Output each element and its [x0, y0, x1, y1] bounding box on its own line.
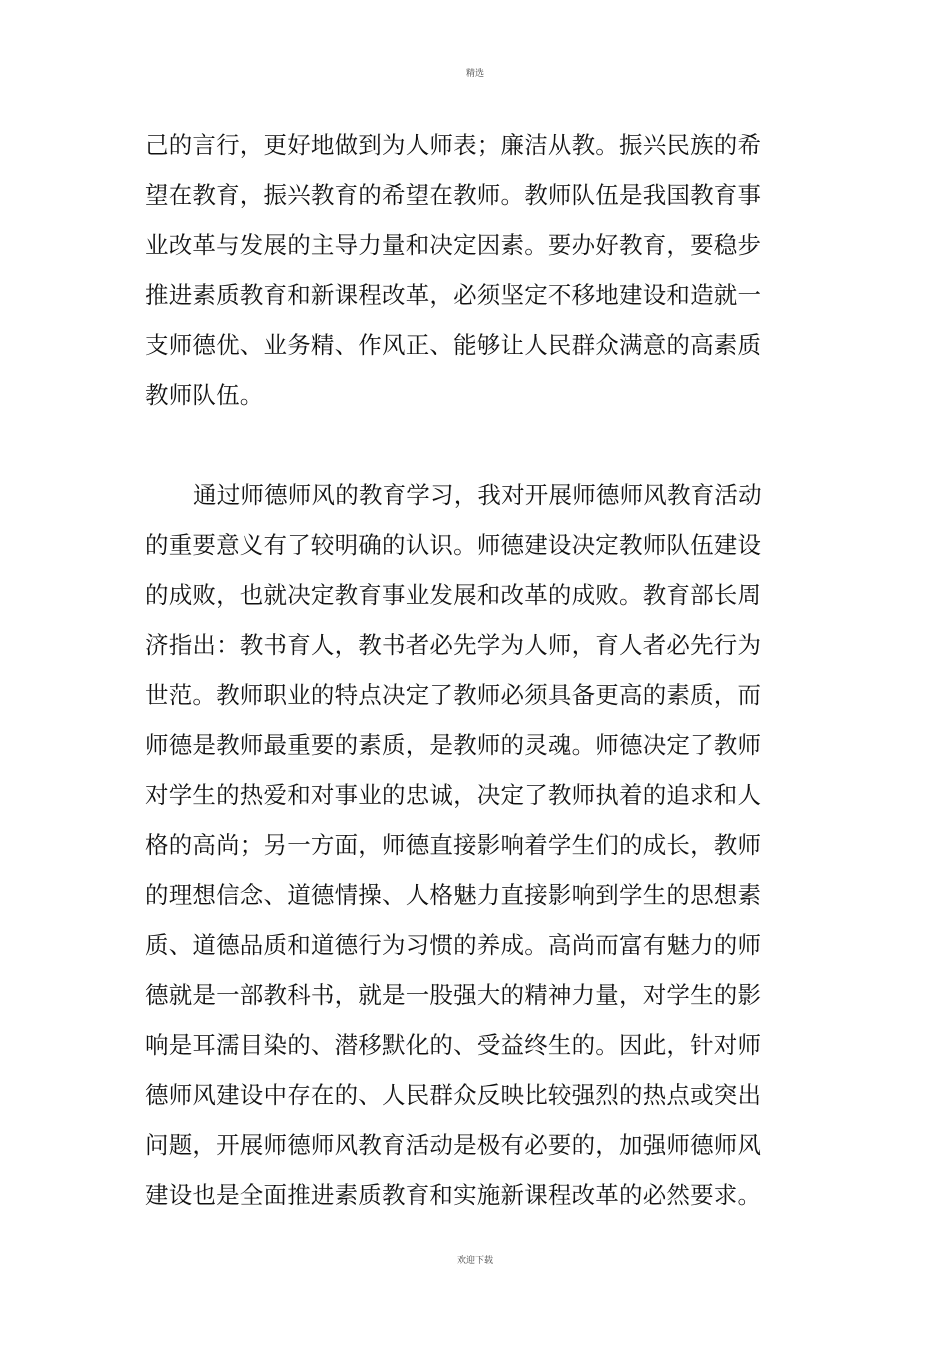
paragraph-line: 建设也是全面推进素质教育和实施新课程改革的必然要求。: [145, 1181, 762, 1209]
paragraph-line: 质、道德品质和道德行为习惯的养成。高尚而富有魅力的师: [145, 931, 762, 959]
paragraph-line: 己的言行，更好地做到为人师表；廉洁从教。振兴民族的希: [145, 131, 762, 159]
paragraph-line: 济指出：教书育人，教书者必先学为人师，育人者必先行为: [145, 631, 762, 659]
paragraph-line: 问题，开展师德师风教育活动是极有必要的，加强师德师风: [145, 1131, 762, 1159]
page-footer: 欢迎下载: [456, 1256, 493, 1266]
paragraph-line: 的重要意义有了较明确的认识。师德建设决定教师队伍建设: [145, 531, 762, 559]
paragraph-line: 教师队伍。: [145, 381, 264, 409]
page-header: 精选: [465, 69, 484, 79]
paragraph-line: 的理想信念、道德情操、人格魅力直接影响到学生的思想素: [145, 881, 762, 909]
paragraph-line: 世范。教师职业的特点决定了教师必须具备更高的素质，而: [145, 681, 762, 709]
paragraph-line: 业改革与发展的主导力量和决定因素。要办好教育，要稳步: [145, 231, 762, 259]
paragraph-line: 的成败，也就决定教育事业发展和改革的成败。教育部长周: [145, 581, 762, 609]
paragraph-line: 通过师德师风的教育学习，我对开展师德师风教育活动: [193, 481, 762, 509]
paragraph-line: 师德是教师最重要的素质，是教师的灵魂。师德决定了教师: [145, 731, 762, 759]
paragraph-line: 对学生的热爱和对事业的忠诚，决定了教师执着的追求和人: [145, 781, 762, 809]
paragraph-1: [145, 120, 762, 420]
paragraph-line: 推进素质教育和新课程改革，必须坚定不移地建设和造就一: [145, 281, 762, 309]
paragraph-line: 德师风建设中存在的、人民群众反映比较强烈的热点或突出: [145, 1081, 762, 1109]
paragraph-line: 望在教育，振兴教育的希望在教师。教师队伍是我国教育事: [145, 181, 762, 209]
paragraph-2: [145, 470, 762, 1220]
paragraph-line: 响是耳濡目染的、潜移默化的、受益终生的。因此，针对师: [145, 1031, 762, 1059]
paragraph-line: 支师德优、业务精、作风正、能够让人民群众满意的高素质: [145, 331, 762, 359]
paragraph-line: 格的高尚；另一方面，师德直接影响着学生们的成长，教师: [145, 831, 762, 859]
paragraph-line: 德就是一部教科书，就是一股强大的精神力量，对学生的影: [145, 981, 762, 1009]
